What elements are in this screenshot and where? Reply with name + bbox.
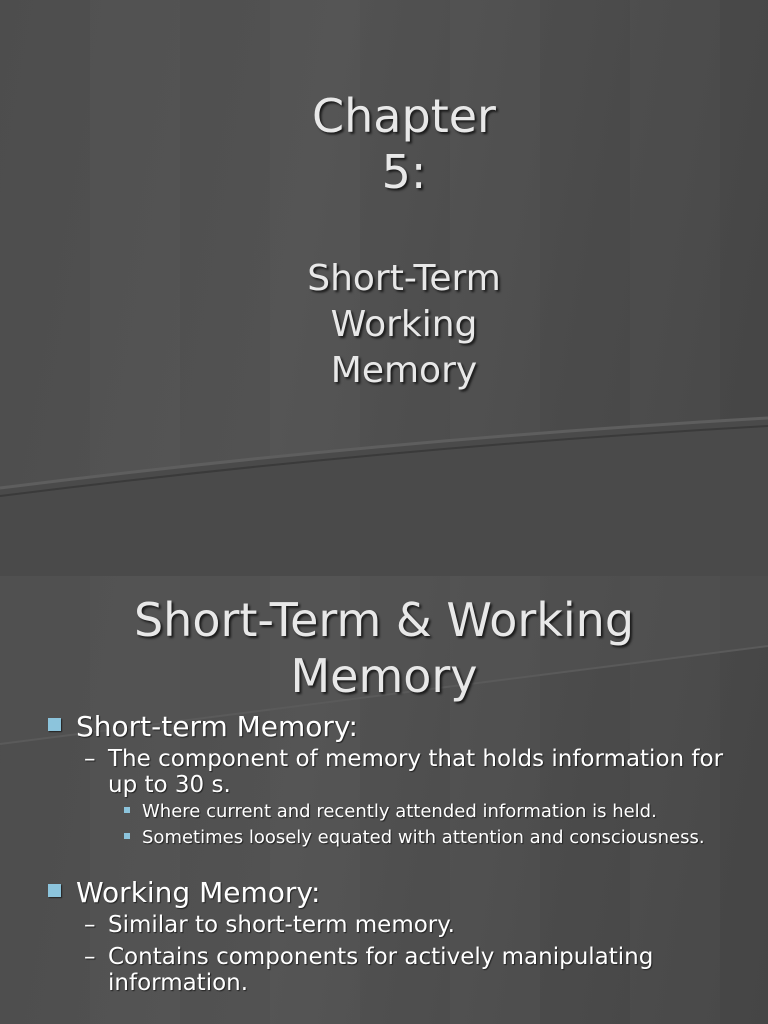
small-square-bullet-icon <box>124 833 130 839</box>
sub-bullet-item <box>0 746 768 798</box>
chapter-subtitle-line: Memory <box>330 350 478 391</box>
sub-bullet-text: Similar to short-term memory. <box>108 912 455 938</box>
bullet-item-short-term-memory <box>0 712 768 742</box>
sub-bullet-text: The component of memory that holds information for up to 30 s. <box>108 746 724 798</box>
bullet-heading: Short-term Memory: <box>76 710 358 743</box>
dash-bullet: – <box>84 912 96 938</box>
sub-bullet-item <box>0 944 768 996</box>
small-square-bullet-icon <box>124 807 130 813</box>
sub-sub-bullet-text: Sometimes loosely equated with attention and consciousness. <box>142 827 705 848</box>
chapter-title-line: 5: <box>381 145 427 199</box>
slide-title-line: Memory <box>290 649 478 703</box>
dash-bullet: – <box>84 944 96 970</box>
sub-sub-bullet-item <box>0 802 768 822</box>
sub-sub-bullet-text: Where current and recently attended information is held. <box>142 801 657 822</box>
sub-bullet-text: Contains components for actively manipulating information. <box>108 944 654 996</box>
chapter-title <box>20 88 768 200</box>
sub-sub-bullet-item <box>0 828 768 848</box>
square-bullet-icon <box>48 884 61 897</box>
slide-title <box>0 592 768 704</box>
slide-title-line: Short-Term & Working <box>133 593 635 647</box>
slide-content <box>0 712 768 996</box>
sub-bullet-item <box>0 912 768 938</box>
bullet-heading: Working Memory: <box>76 876 321 909</box>
chapter-subtitle-line: Short-Term <box>307 258 501 299</box>
chapter-subtitle <box>20 256 768 394</box>
square-bullet-icon <box>48 718 61 731</box>
dash-bullet: – <box>84 746 96 772</box>
slide-2 <box>0 576 768 1024</box>
chapter-subtitle-line: Working <box>330 304 478 345</box>
chapter-title-line: Chapter <box>312 89 496 143</box>
bullet-item-working-memory <box>0 878 768 908</box>
